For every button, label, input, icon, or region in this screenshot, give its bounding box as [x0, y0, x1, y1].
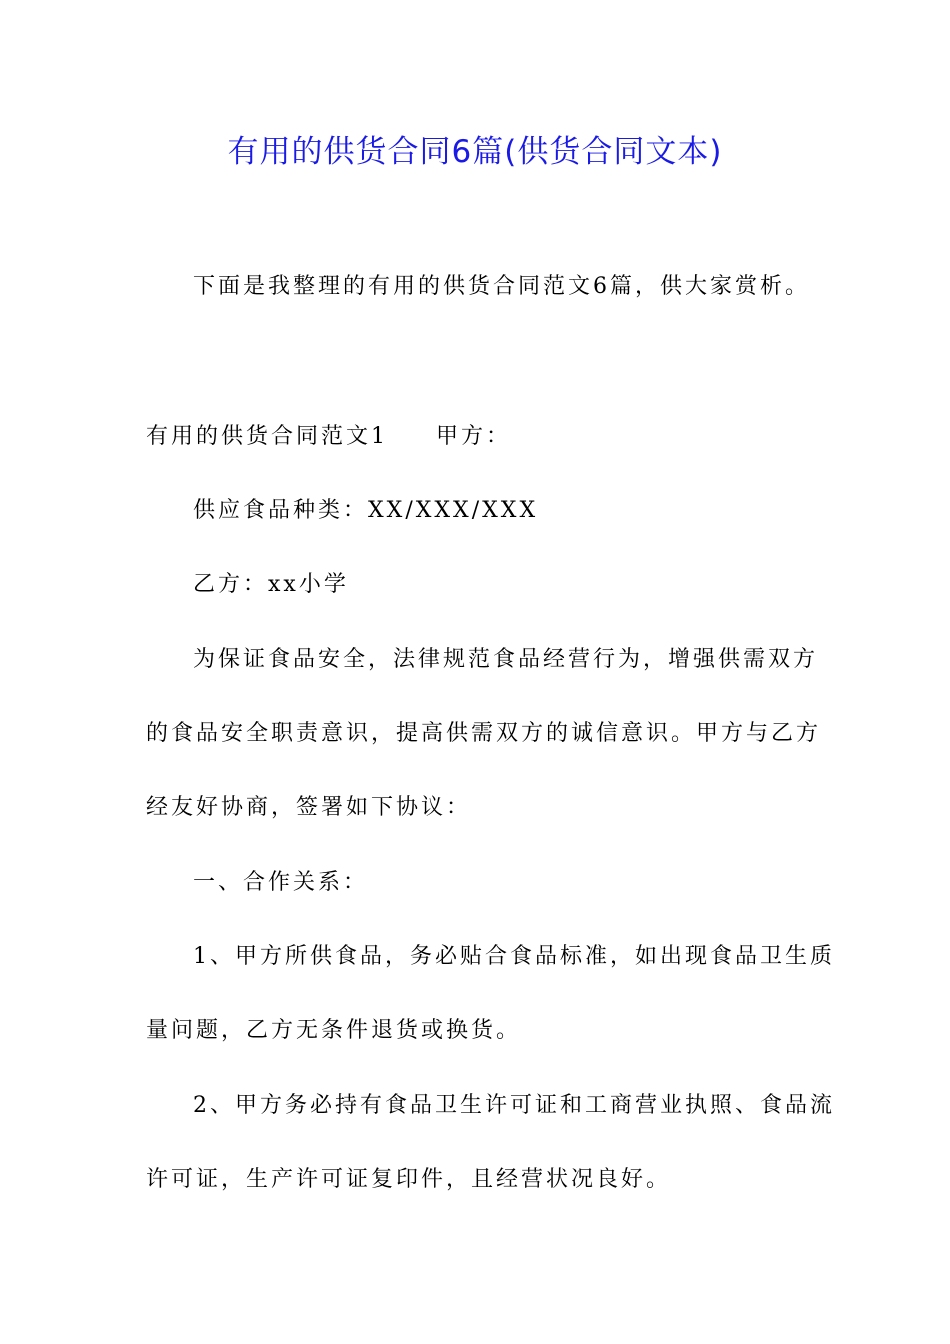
paragraph-line: 经友好协商，签署如下协议： — [146, 795, 472, 820]
document-title: 有用的供货合同6篇(供货合同文本) — [227, 134, 723, 170]
food-types-line: 供应食品种类：XX/XXX/XXX — [193, 498, 539, 523]
clause-item-line: 1、甲方所供食品，务必贴合食品标准，如出现食品卫生质 — [193, 944, 835, 969]
clause-item-line: 许可证，生产许可证复印件，且经营状况良好。 — [146, 1167, 672, 1192]
party-b-line: 乙方：xx小学 — [193, 572, 349, 597]
clause-item-line: 2、甲方务必持有食品卫生许可证和工商营业执照、食品流 — [193, 1093, 835, 1118]
clause-item-line: 量问题，乙方无条件退货或换货。 — [146, 1018, 522, 1043]
paragraph-line: 为保证食品安全，法律规范食品经营行为，增强供需双方 — [193, 647, 819, 672]
party-a-label: 甲方： — [436, 424, 512, 449]
intro-paragraph: 下面是我整理的有用的供货合同范文6篇，供大家赏析。 — [193, 274, 810, 299]
clause-heading: 一、合作关系： — [193, 870, 369, 895]
paragraph-line: 的食品安全职责意识，提高供需双方的诚信意识。甲方与乙方 — [146, 721, 822, 746]
section-heading: 有用的供货合同范文1 — [146, 424, 388, 449]
section-heading-row — [146, 421, 511, 453]
